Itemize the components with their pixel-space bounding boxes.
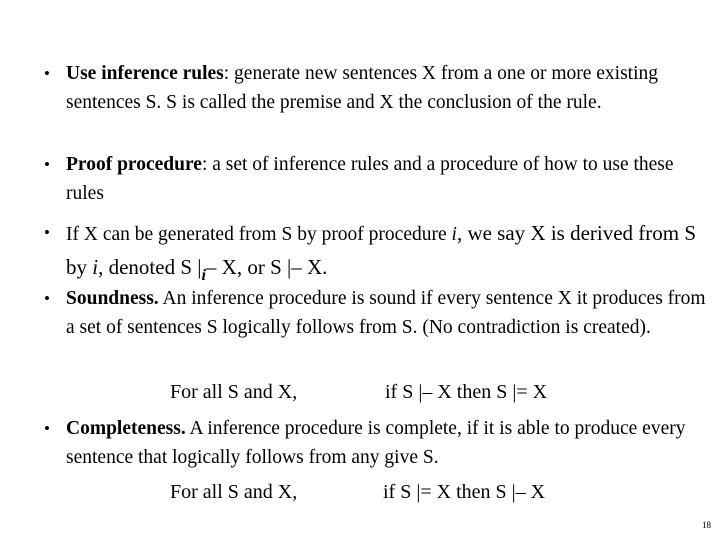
bullet-soundness: [44, 284, 716, 342]
bullet-completeness: [44, 414, 716, 472]
formula-lhs: For all S and X,: [170, 481, 298, 503]
bullet-text: [66, 59, 716, 117]
turnstile-subscript: i: [201, 267, 206, 284]
formula-rhs: if S |– X then S |= X: [385, 381, 548, 403]
bullet-inference-rules: [44, 59, 716, 117]
bullet-derived: [44, 217, 716, 292]
bold-term: Use inference rules: [66, 63, 224, 84]
bullet-body: : generate new sentences X from a one or more existing sentences S. S is called the premise and X the conclusion of the rule.: [66, 63, 659, 113]
bullet-dot: •: [44, 419, 50, 438]
bullet-body: An inference procedure is sound if every sentence X it produces from a set of sentences S logically follows from S. (No contradiction is created).: [66, 288, 706, 338]
bullet-proof-procedure: [44, 150, 716, 208]
bullet-body: – X, or S |– X.: [205, 255, 328, 279]
bold-term: Proof procedure: [66, 154, 202, 175]
bullet-dot: •: [44, 289, 50, 308]
italic-i: i: [451, 224, 457, 245]
bullet-text: [66, 217, 716, 292]
bullet-dot: •: [44, 223, 50, 242]
bullet-body: : a set of inference rules and a procedure of how to use these rules: [66, 154, 674, 204]
bullet-body: , denoted S |: [98, 255, 202, 279]
bold-term: Completeness.: [66, 418, 186, 439]
bullet-text: [66, 414, 716, 472]
bullet-text: [66, 284, 716, 342]
bullet-body: A inference procedure is complete, if it is able to produce every sentence that logically follows from any give S.: [66, 418, 686, 468]
bullet-dot: •: [44, 64, 50, 83]
page-number: 18: [702, 520, 711, 530]
italic-i: i: [92, 255, 99, 279]
bold-term: Soundness.: [66, 288, 159, 309]
formula-rhs: if S |= X then S |– X: [383, 481, 546, 503]
formula-lhs: For all S and X,: [170, 381, 298, 403]
bullet-body: If X can be generated from S by proof procedure: [66, 224, 452, 245]
bullet-text: [66, 150, 716, 208]
bullet-body: , we say X is derived from S by: [66, 221, 697, 279]
bullet-dot: •: [44, 155, 50, 174]
